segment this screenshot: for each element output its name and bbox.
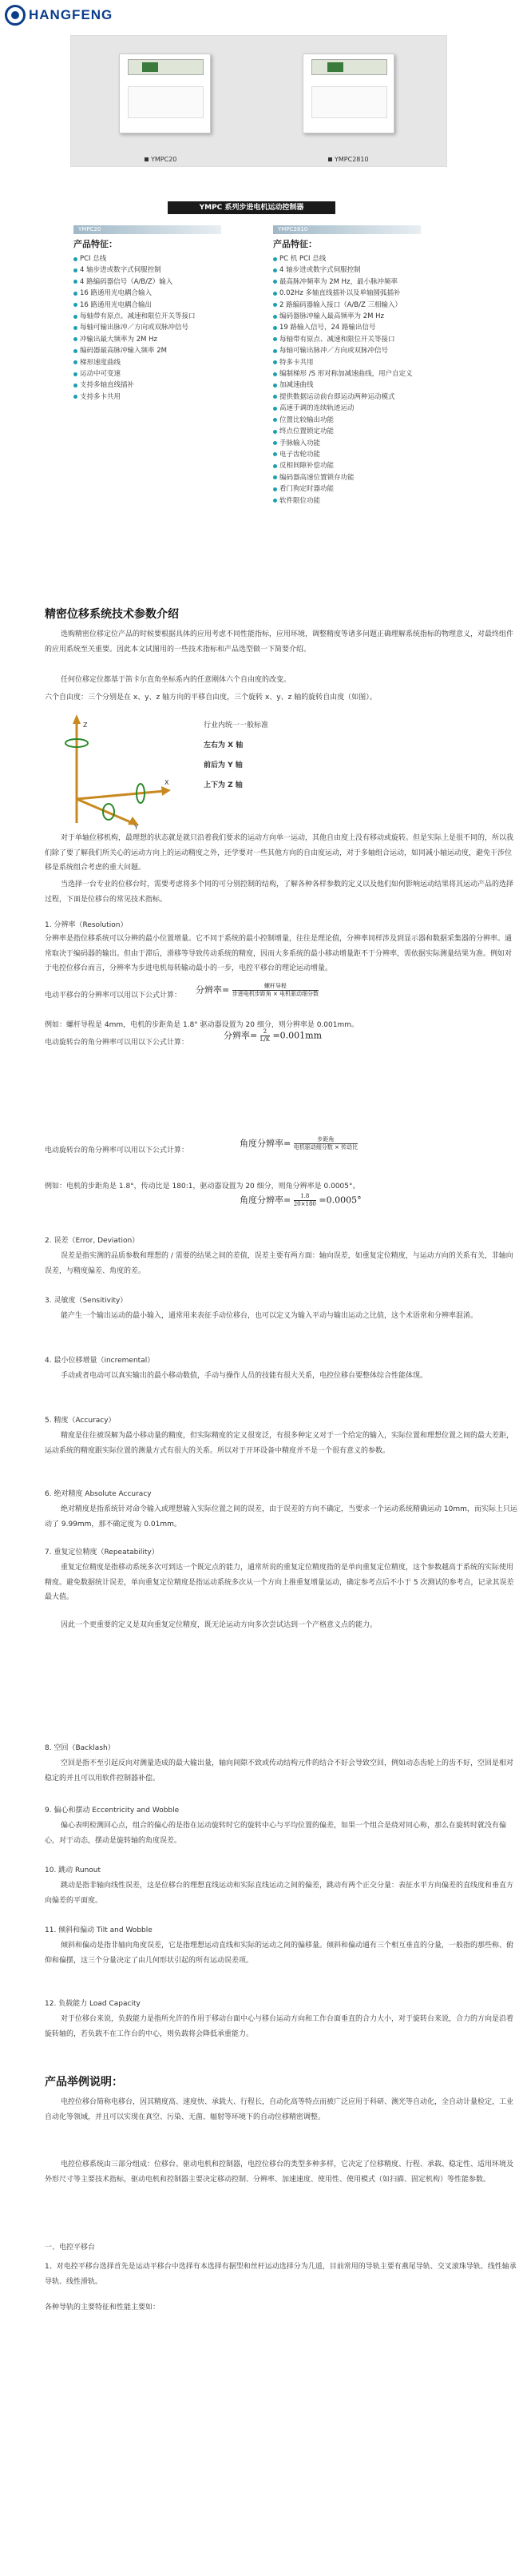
intro-paragraph-2: 任何位移定位都基于笛卡尔直角坐标系内的任意刚体六个自由度的改变。 [61, 676, 291, 684]
spec-12-text: 对于位移台来说，负载能力是指所允许的作用于移动台面中心与移台运动方向和工作台面垂直的合力大小，对于旋转台来说，合力的方向是沿着旋转轴的，若负载不在工作台的中心，则负载将会降低承重能力。 [45, 2015, 514, 2038]
intro-paragraph-1: 选购精密位移定位产品的时候要根据具体的应用考虑不同性能指标，应用环境，调整精度等诸多问题正确理解系统指标的物理意义，对最终组件的应用系统至关重要。因此本文试图用的一些技术指标和产品选型做一下简要介绍。 [45, 630, 514, 654]
right-feature-item [273, 345, 421, 356]
intro-paragraph-4: 对于单轴位移机构，最理想的状态就是就只沿着我们要求的运动方向单一运动，其他自由度上没有移动或旋转。但是实际上是很不同的，所以我们除了要了解我们所关心的运动方向上的运动精度之外，还学要对一些其他方向的自由度运动，对于多轴组合运动，如同减小轴运动度，避免干涉位移是系统组合考虑的重大问题。 [45, 834, 514, 872]
products-paragraph-3: 1、对电控平移台选择首先是运动平移台中选择有本选择有据型和丝杆运动选择分为几道，目前常用的导轨主要有燕尾导轨、交叉滚珠导轨、线性轴承导轨、线性滑轨。 [45, 2263, 517, 2286]
products-paragraph-1: 电控位移台简称电移台，因其精度高、速度快、承载大、行程长，自动化高等特点而被广泛应用于科研、测光等自动化，全自动计量检定，工业自动化等领域，并且可以实现在真空、污染、无菌、辐射等环境下的自动位移精密调整。 [45, 2098, 514, 2121]
spec-9-text: 偏心表明检测回心点，组合的偏心的是指在运动旋转时它的旋转中心与平均位置的偏差，如果一个组合是绕对同心称，那么在旋转时就没有偏心，对于动态，摆动是旋转轴的角度误差。 [45, 1822, 507, 1845]
spec-5-title: 5. 精度（Accuracy） [45, 1417, 116, 1425]
spec-8-title: 8. 空回（Backlash） [45, 1744, 115, 1752]
svg-text:Y: Y [134, 824, 138, 831]
bullet-icon [73, 384, 77, 388]
bullet-icon [73, 292, 77, 296]
left-feature-item [73, 334, 221, 345]
products-subtitle: 一、电控平移台 [45, 2244, 96, 2252]
spec-3-text: 能产生一个输出运动的最小输入，通常用来表征手动位移台，也可以定义为输入平动与输出运动之比值，这个术语常和分辨率混淆。 [61, 1312, 478, 1320]
bullet-icon [273, 407, 277, 411]
bullet-icon [273, 430, 277, 434]
right-feature-item [273, 449, 421, 460]
feature-text: 手脉输入功能 [279, 439, 321, 447]
spec-7-text: 重复定位精度是指移动系统多次可到达一个既定点的能力，通常所说的重复定位精度指的是单向重复定位精度，这个参数越高于系统的实际使用精度。避免数据统计误差，单向重复定位精度是指运动系统多次从一个方向上推重复增量运动，确定参考点后不小于 5 次测试的参考点，记录其误差最大值。 [45, 1564, 514, 1601]
bullet-icon [273, 360, 277, 364]
feature-text: 4 轴步进或数字式伺服控制 [80, 266, 161, 275]
right-feature-item [273, 300, 421, 311]
axes-legend-title: 行业内统一一般标准 [204, 722, 269, 729]
spec-7-title: 7. 重复定位精度（Repeatability） [45, 1548, 159, 1556]
spec-11-text: 倾斜和偏动是指非轴向角度误差，它是指理想运动直线和实际的运动之间的偏移量。倾斜和偏动通有三个相互垂直的分量，一般指的那些称、俯仰和偏摆，这三个分量决定了由几何形状引起的所有运动误差项。 [45, 1942, 514, 1965]
feature-text: 终点位置锁定功能 [279, 427, 335, 436]
product-label-right: YMPC2810 [328, 156, 369, 163]
spec-10-text: 跳动是指非轴向线性误差，这是位移台的理想直线运动和实际直线运动之间的偏差，跳动有两个正交分量：表征水平方向偏差的直线度和垂直方向偏差的平面度。 [45, 1882, 514, 1905]
axis-legend-item: 前后为 Y 轴 [204, 761, 243, 769]
spec-3-title: 3. 灵敏度（Sensitivity） [45, 1297, 128, 1305]
angle-formula-intro: 电动旋转台的角分辨率可以用以下公式计算： [45, 1147, 189, 1155]
resolution-formula-intro: 电动平移台的分辨率可以用以下公式计算： [45, 992, 182, 1000]
example-1-text: 例如：螺杆导程是 4mm，电机的步距角是 1.8° 驱动器设置为 20 细分，则分辨率是 0.001mm。 [45, 1021, 359, 1029]
right-feature-item [273, 380, 421, 391]
right-feature-item [273, 334, 421, 345]
left-column-header: YMPC20 [73, 225, 221, 234]
left-feature-item [73, 392, 221, 403]
bullet-icon [273, 303, 277, 307]
bullet-icon [73, 326, 77, 330]
spec-2-title: 2. 误差（Error, Deviation） [45, 1237, 140, 1245]
right-features-title: 产品特征： [273, 239, 317, 249]
spec-4-text: 手动或者电动可以真实输出的最小移动数值，手动与操作人员的技能有很大关系，电控位移台要整体综合性能体现。 [61, 1372, 428, 1380]
feature-text: PC 机 PCI 总线 [279, 255, 327, 263]
spec-9-title: 9. 偏心和摆动 Eccentricity and Wobble [45, 1807, 180, 1815]
example-2-formula: 角度分辨率= $\frac{1.8}{20\times 180}$ =0.0005° [240, 1193, 362, 1207]
spec-2-text: 误差是指实测的品质参数和理想的 / 需要的结果之间的差值，误差主要有两方面：轴向误差，如重复定位精度，与运动方向的关系有关，非轴向误差，与精度偏差、角度的差。 [45, 1252, 513, 1275]
feature-text: 支持多轴直线插补 [80, 381, 135, 390]
right-feature-item [273, 322, 421, 333]
spec-1-title: 1. 分辨率（Resolution） [45, 921, 128, 929]
bullet-icon [73, 268, 77, 272]
bullet-icon [273, 257, 277, 261]
right-feature-item [273, 264, 421, 276]
products-paragraph-4: 各种导轨的主要特征和性能主要如： [45, 2304, 160, 2312]
bullet-icon [273, 349, 277, 353]
spec-11-title: 11. 倾斜和偏动 Tilt and Wobble [45, 1926, 153, 1934]
bullet-icon [273, 395, 277, 399]
feature-text: 反相间隙补偿功能 [279, 462, 335, 471]
right-feature-column [273, 225, 421, 507]
left-feature-item [73, 311, 221, 322]
feature-text: 提供数据运动前台即运动两种运动模式 [279, 392, 395, 401]
products-paragraph-2: 电控位移系统由三部分组成：位移台、驱动电机和控制器，电控位移台的类型多种多样，它决定了位移精度、行程、承载、稳定性、适用环境及外形尺寸等主要技术指标，驱动电机和控制器主要决定移动控制、分辨率、加速速度、使用性、使用模式（如扫描、固定机构）等性能参数。 [45, 2161, 514, 2184]
bullet-icon [73, 257, 77, 261]
svg-text:X: X [164, 779, 169, 786]
bullet-icon [273, 326, 277, 330]
bullet-icon [73, 337, 77, 341]
spec-6-text: 绝对精度是指系统针对命令输入或理想输入实际位置之间的误差，由于误差的方向不确定，当要求一个运动系统精确运动 10mm，而实际上只运动了 9.99mm，那不确定度为 0.01mm。 [45, 1505, 517, 1529]
bullet-icon [273, 418, 277, 422]
feature-text: 2 路编码器输入接口（A/B/Z 三相输入） [279, 300, 402, 309]
feature-text: 支持多卡共用 [80, 392, 121, 401]
bullet-icon [273, 384, 277, 388]
spec-12-title: 12. 负载能力 Load Capacity [45, 2000, 141, 2008]
bullet-icon [73, 280, 77, 284]
left-feature-item [73, 276, 221, 288]
right-feature-item [273, 415, 421, 426]
right-column-header: YMPC2810 [273, 225, 421, 234]
example-2-text: 例如：电机的步距角是 1.8°，传动比是 180:1，驱动器设置为 20 细分，则角分辨率是 0.0005°。 [45, 1183, 360, 1191]
spec-5-text: 精度是往往被误解为最小移动量的精度，但实际精度的定义很宽泛，有很多种定义对于一个给定的输入，实际位置和理想位置之间的最大差距，运动系统的精度跟实际位置的测量方式有很大的关系。所以对于开环设备中精度并不是一个很有意义的参数。 [45, 1432, 514, 1455]
bullet-icon [273, 280, 277, 284]
bullet-icon [273, 487, 277, 491]
right-feature-item [273, 311, 421, 322]
bullet-icon [273, 464, 277, 468]
products-title: 产品举例说明： [45, 2076, 123, 2089]
left-feature-item [73, 345, 221, 356]
feature-text: 19 路输入信号，24 路输出信号 [279, 324, 376, 332]
bullet-icon [73, 360, 77, 364]
spec-4-title: 4. 最小位移增量（incremental） [45, 1357, 155, 1365]
intro-paragraph-3: 六个自由度：三个分别是在 x、y、z 轴方向的平移自由度，三个旋转 x、y、z 轴的旋转自由度（如图）。 [45, 694, 377, 702]
left-feature-item [73, 380, 221, 391]
feature-text: 位置比较输出功能 [279, 415, 335, 424]
bullet-icon [73, 315, 77, 319]
six-dof-diagram [45, 711, 188, 831]
right-feature-item [273, 368, 421, 380]
spec-7-extra: 因此一个更重要的定义是双向重复定位精度，既无论运动方向多次尝试达到一个产格意义点的能力。 [61, 1621, 378, 1629]
bullet-icon [273, 315, 277, 319]
right-feature-item [273, 392, 421, 403]
product-banner [70, 35, 447, 167]
feature-text: 编码器最高脉冲输入频率 2M [80, 347, 167, 356]
left-feature-item [73, 264, 221, 276]
axis-legend-item: 左右为 X 轴 [204, 741, 244, 749]
right-feature-item [273, 253, 421, 264]
angle-formula: 角度分辨率= $\frac{\text{步距角}}{\text{电机驱动细分数 × 传动比}}$ [240, 1136, 359, 1151]
feature-text: 软件限位功能 [279, 496, 321, 505]
bullet-icon [273, 337, 277, 341]
right-feature-item [273, 495, 421, 507]
feature-text: 编码器脉冲输入最高频率为 2M Hz [279, 312, 385, 321]
left-feature-item [73, 368, 221, 380]
bullet-icon [273, 268, 277, 272]
bullet-icon [73, 372, 77, 376]
right-feature-item [273, 483, 421, 495]
right-feature-item [273, 357, 421, 368]
feature-text: 看门狗定时器功能 [279, 485, 335, 494]
spec-10-title: 10. 跳动 Runout [45, 1866, 101, 1874]
feature-text: 编制梯形 /S 形对称加减速曲线，用户自定义 [279, 370, 413, 379]
feature-text: 编码器高速位置锁存功能 [279, 473, 355, 482]
spec-8-text: 空回是指不至引起反向对测量造成的最大输出量，轴向间隙不致或传动结构元件的结合不好会导致空回，例如动态齿轮上的齿不好，空回是相对稳定的并且可以用软件控制器补偿。 [45, 1759, 514, 1783]
spec-1-text: 分辨率是指位移系统可以分辨的最小位置增量。它不同于系统的最小控制增量，往往是理论值，分辨率同样涉及到显示器和数据采集器的分辨率。通常取决于编码器的输出。但由于滞后，滑移等导致传动系统的精度，因而大多系统的最小移动增量距不于分辨率，需依据实际测量结果为准。例如对于电控位移台而言，分辨率为步进电机每转输动最小的一步，电控平移台的理论运动增量。 [45, 935, 513, 972]
product-image-left [119, 54, 211, 133]
right-feature-item [273, 426, 421, 437]
spec-6-title: 6. 绝对精度 Absolute Accuracy [45, 1490, 152, 1498]
bullet-icon [73, 303, 77, 307]
left-feature-item [73, 300, 221, 311]
axes-legend [204, 719, 268, 799]
company-logo [5, 5, 113, 26]
axis-legend-item: 上下为 Z 轴 [204, 781, 243, 789]
feature-text: 16 路通用光电耦合输入 [80, 289, 153, 298]
feature-text: 4 路编码器信号（A/B/Z）输入 [80, 277, 173, 286]
left-feature-list [73, 253, 221, 403]
logo-text: HANGFENG [29, 7, 113, 22]
feature-text: 最高脉冲频率为 2M Hz，最小脉冲频率 [279, 277, 398, 286]
bullet-icon [73, 395, 77, 399]
bullet-icon [273, 452, 277, 456]
svg-text:Z: Z [83, 722, 88, 729]
bullet-icon [273, 499, 277, 503]
example-1-formula: 分辨率= $\frac{2}{L/K}$ =0.001mm [224, 1028, 323, 1043]
feature-text: 冲输出最大频率为 2M Hz [80, 335, 157, 344]
right-feature-item [273, 288, 421, 299]
feature-text: 每轴可输出脉冲／方向或双脉冲信号 [279, 347, 389, 356]
intro-paragraph-5: 当选择一台专业的位移台时，需要考虑将多个同的可分别控制的结构，了解各种各样参数的定义以及他们如何影响运动结果将其运动产品的选择过程，下面是位移台的常见技术指标。 [45, 881, 514, 904]
feature-text: 0.02Hz 多轴直线插补以及单轴圆弧插补 [279, 289, 401, 298]
product-label-left: YMPC20 [145, 156, 176, 163]
example-1-intro: 电动旋转台的角分辨率可以用以下公式计算： [45, 1039, 189, 1047]
axes-illustration [45, 711, 188, 831]
logo-mark-icon [5, 5, 26, 26]
left-feature-item [73, 288, 221, 299]
right-feature-item [273, 460, 421, 471]
right-feature-item [273, 472, 421, 483]
feature-text: 每轴带有原点、减速和限位开关等接口 [80, 312, 196, 321]
left-features-title: 产品特征： [73, 239, 117, 249]
intro-title: 精密位移系统技术参数介绍 [45, 608, 179, 621]
right-feature-item [273, 403, 421, 414]
feature-text: 梯形速度曲线 [80, 358, 121, 367]
bullet-icon [273, 441, 277, 445]
feature-text: 4 轴步进或数字式伺服控制 [279, 266, 361, 275]
product-image-right [303, 54, 394, 133]
right-feature-list [273, 253, 421, 507]
feature-text: 每轴可输出脉冲／方向或双脉冲信号 [80, 324, 189, 332]
left-feature-column [73, 225, 221, 403]
series-title: YMPC 系列步进电机运动控制器 [168, 201, 335, 214]
feature-text: 每轴带有原点、减速和限位开关等接口 [279, 335, 395, 344]
right-feature-item [273, 438, 421, 449]
right-feature-item [273, 276, 421, 288]
left-feature-item [73, 322, 221, 333]
feature-text: 电子齿轮功能 [279, 450, 321, 459]
bullet-icon [273, 372, 277, 376]
bullet-icon [73, 349, 77, 353]
bullet-icon [273, 292, 277, 296]
feature-text: 16 路通用光电耦合输出 [80, 300, 153, 309]
resolution-formula: 分辨率= $\frac{\text{螺杆导程}}{\text{步进电机步距角 × 电机驱动细分数}}$ [196, 983, 319, 997]
bullet-icon [273, 475, 277, 479]
left-feature-item [73, 357, 221, 368]
feature-text: 特多卡共用 [279, 358, 314, 367]
feature-text: 高速手调的连续轨迹运动 [279, 404, 355, 413]
feature-text: 加减速曲线 [279, 381, 314, 390]
left-feature-item [73, 253, 221, 264]
feature-text: PCI 总线 [80, 255, 107, 263]
feature-text: 运动中可变速 [80, 370, 121, 379]
